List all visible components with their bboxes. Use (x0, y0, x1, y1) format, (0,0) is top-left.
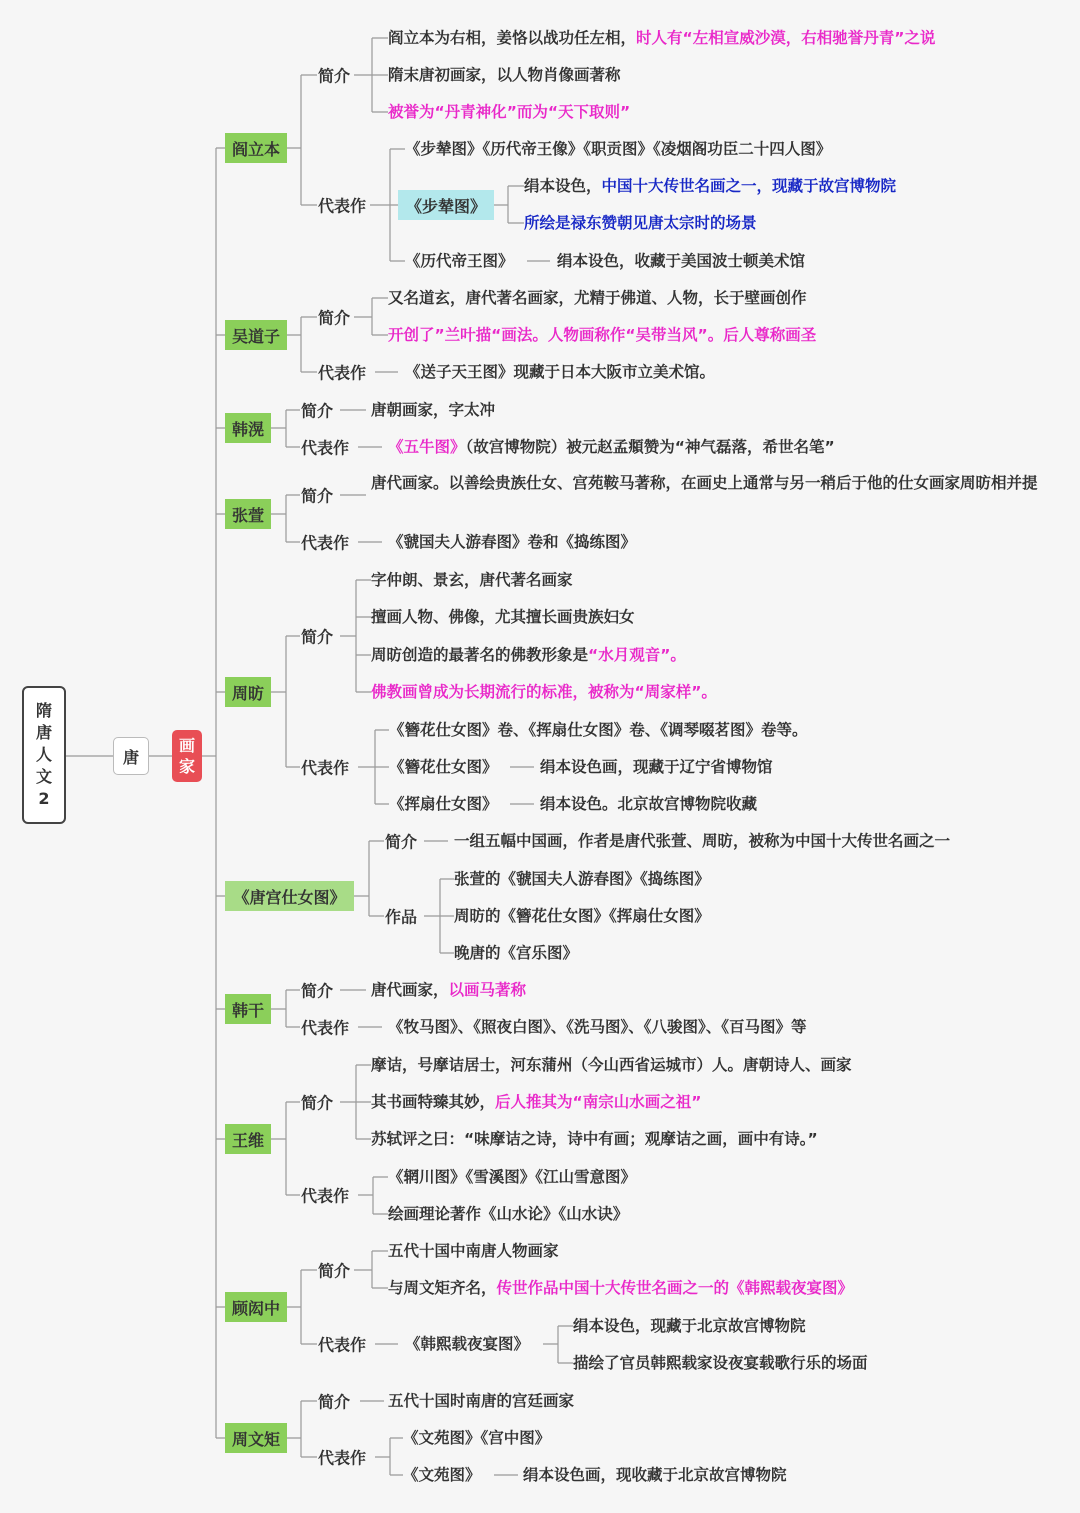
root-char: 2 (38, 789, 50, 808)
connector (358, 730, 389, 804)
intro-item[interactable]: 擅画人物、佛像，尤其擅长画贵族妇女 (371, 608, 635, 626)
intro-item[interactable]: 五代十国中南唐人物画家 (388, 1242, 559, 1260)
intro-label[interactable]: 简介 (318, 66, 351, 86)
works-item[interactable]: 周昉的《簪花仕女图》《挥扇仕女图》 (454, 907, 710, 925)
intro-item[interactable]: 周昉创造的最著名的佛教形象是“水月观音”。 (371, 646, 686, 664)
root-node[interactable] (22, 686, 66, 824)
intro-label[interactable]: 简介 (301, 1093, 334, 1113)
painter-node[interactable] (172, 730, 202, 782)
intro-item[interactable]: 佛教画曾成为长期流行的标准，被称为“周家样”。 (371, 683, 717, 701)
works-item[interactable]: 绢本设色，现藏于北京故宫博物院 (573, 1317, 806, 1335)
work-node-tanggong[interactable]: 《唐宫仕女图》 (225, 881, 354, 911)
painter-node-zhou-fang[interactable]: 周昉 (225, 677, 271, 707)
intro-item[interactable]: 一组五幅中国画，作者是唐代张萱、周昉，被称为中国十大传世名画之一 (454, 832, 951, 850)
painter-node-zhou-wenju[interactable]: 周文矩 (225, 1423, 287, 1453)
branch-ticks (216, 148, 225, 1438)
works-label[interactable]: 代表作 (301, 1018, 350, 1038)
painter-node-wu-daozi[interactable]: 吴道子 (225, 320, 287, 350)
works-item[interactable]: 绢本设色。北京故宫博物院收藏 (540, 795, 758, 813)
connector (287, 1401, 317, 1457)
connector (340, 580, 371, 692)
intro-item[interactable]: 开创了”兰叶描“画法。人物画称作“吴带当风”。后人尊称画圣 (388, 326, 817, 344)
works-item[interactable]: 绢本设色画，现藏于辽宁省博物馆 (540, 758, 773, 776)
works-label[interactable]: 代表作 (318, 363, 367, 383)
works-item[interactable]: 《送子天王图》现藏于日本大阪市立美术馆。 (405, 363, 716, 381)
intro-item[interactable]: 被誉为“丹青神化”而为“天下取则” (388, 103, 631, 121)
work-node-buniantu[interactable]: 《步辇图》 (398, 190, 494, 220)
connector (354, 1251, 388, 1288)
connector (375, 1438, 403, 1475)
connector (287, 1270, 317, 1344)
works-item[interactable]: 《文苑图》 (403, 1466, 481, 1484)
connector (494, 186, 524, 223)
works-item[interactable]: 描绘了官员韩熙载家设夜宴载歌行乐的场面 (573, 1354, 868, 1372)
connector (340, 1065, 371, 1139)
works-label[interactable]: 代表作 (318, 1448, 367, 1468)
intro-label[interactable]: 简介 (301, 981, 334, 1001)
works-item[interactable]: 《辋川图》《雪溪图》《江山雪意图》 (388, 1168, 637, 1186)
root-char: 文 (35, 767, 52, 786)
works-item[interactable]: 绢本设色，收藏于美国波士顿美术馆 (557, 252, 806, 270)
works-item[interactable]: 张萱的《虢国夫人游春图》《捣练图》 (454, 870, 710, 888)
works-label[interactable]: 代表作 (301, 758, 350, 778)
works-item[interactable]: 《历代帝王图》 (405, 252, 514, 270)
painter-node-zhang-xuan[interactable]: 张萱 (225, 499, 271, 529)
root-char: 隋 (35, 701, 52, 720)
painter-node-han-gan[interactable]: 韩干 (225, 994, 271, 1024)
works-label[interactable]: 代表作 (301, 1186, 350, 1206)
works-label[interactable]: 代表作 (318, 196, 367, 216)
works-item[interactable]: 《挥扇仕女图》 (389, 795, 498, 813)
connector (354, 841, 384, 916)
works-label[interactable]: 代表作 (301, 533, 350, 553)
connector (271, 495, 300, 542)
intro-item[interactable]: 阎立本为右相，姜恪以战功任左相，时人有“左相宣威沙漠，右相驰誉丹青”之说 (388, 29, 936, 47)
painter-node-wang-wei[interactable]: 王维 (225, 1124, 271, 1154)
intro-label[interactable]: 简介 (318, 1261, 351, 1281)
intro-item[interactable]: 与周文矩齐名，传世作品中国十大传世名画之一的《韩熙载夜宴图》 (388, 1279, 854, 1297)
painter-node-han-huang[interactable]: 韩滉 (225, 413, 271, 443)
intro-label[interactable]: 简介 (301, 627, 334, 647)
painter-node-yan-liben[interactable]: 阎立本 (225, 133, 287, 163)
connector (424, 879, 454, 953)
connector (271, 990, 300, 1027)
works-item[interactable]: 晚唐的《宫乐图》 (454, 944, 579, 962)
root-char: 唐 (35, 723, 52, 742)
intro-item[interactable]: 字仲朗、景玄，唐代著名画家 (371, 571, 573, 589)
works-item[interactable]: 绢本设色，中国十大传世名画之一，现藏于故宫博物院 (524, 177, 897, 195)
works-item[interactable]: 《五牛图》（故宫博物院）被元赵孟頫赞为“神气磊落，希世名笔” (388, 438, 835, 456)
intro-label[interactable]: 简介 (301, 486, 334, 506)
works-item[interactable]: 《文苑图》《宫中图》 (403, 1429, 551, 1447)
connector (543, 1326, 573, 1363)
painter-char: 画 (178, 736, 195, 755)
connector (271, 1102, 300, 1195)
intro-item[interactable]: 唐代画家，以画马著称 (371, 981, 527, 999)
works-item[interactable]: 《步辇图》《历代帝王像》《职贡图》《凌烟阁功臣二十四人图》 (405, 140, 832, 158)
connector (271, 410, 300, 447)
works-item[interactable]: 《簪花仕女图》卷、《挥扇仕女图》卷、《调琴啜茗图》卷等。 (389, 721, 808, 739)
intro-item[interactable]: 唐代画家。以善绘贵族仕女、宫苑鞍马著称，在画史上通常与另一稍后于他的仕女画家周昉相并提 (371, 474, 1038, 492)
works-item[interactable]: 所绘是禄东赞朝见唐太宗时的场景 (524, 214, 757, 232)
works-item[interactable]: 绢本设色画，现收藏于北京故宫博物院 (523, 1466, 787, 1484)
connector (287, 75, 317, 205)
intro-item[interactable]: 又名道玄，唐代著名画家，尤精于佛道、人物，长于壁画创作 (388, 289, 807, 307)
root-char: 人 (35, 745, 52, 764)
works-item[interactable]: 绘画理论著作《山水论》《山水诀》 (388, 1205, 629, 1223)
connector (271, 636, 300, 767)
connector (354, 298, 388, 335)
works-label[interactable]: 代表作 (318, 1335, 367, 1355)
connector (358, 1177, 388, 1214)
intro-item[interactable]: 苏轼评之曰：“味摩诘之诗，诗中有画；观摩诘之画，画中有诗。” (371, 1130, 818, 1148)
intro-label[interactable]: 简介 (301, 401, 334, 421)
intro-item[interactable]: 唐朝画家，字太冲 (371, 401, 496, 419)
painter-node-gu-hongzhong[interactable]: 顾闳中 (225, 1292, 287, 1322)
works-item[interactable]: 《簪花仕女图》 (389, 758, 498, 776)
works-label[interactable]: 作品 (385, 907, 418, 927)
connector (354, 38, 388, 112)
works-label[interactable]: 代表作 (301, 438, 350, 458)
intro-item[interactable]: 五代十国时南唐的宫廷画家 (388, 1392, 575, 1410)
intro-item[interactable]: 隋末唐初画家，以人物肖像画著称 (388, 66, 621, 84)
works-item[interactable]: 《韩熙载夜宴图》 (405, 1335, 530, 1353)
works-item[interactable]: 《牧马图》、《照夜白图》、《洗马图》、《八骏图》、《百马图》等 (388, 1018, 807, 1036)
intro-label[interactable]: 简介 (318, 308, 351, 328)
tang-node[interactable]: 唐 (113, 737, 149, 775)
intro-item[interactable]: 摩诘，号摩诘居士，河东蒲州（今山西省运城市）人。唐朝诗人、画家 (371, 1056, 852, 1074)
painter-char: 家 (178, 757, 195, 776)
connector (287, 317, 317, 372)
works-item[interactable]: 《虢国夫人游春图》卷和《捣练图》 (388, 533, 637, 551)
intro-label[interactable]: 简介 (385, 832, 418, 852)
intro-item[interactable]: 其书画特臻其妙，后人推其为“南宗山水画之祖” (371, 1093, 702, 1111)
intro-label[interactable]: 简介 (318, 1392, 351, 1412)
